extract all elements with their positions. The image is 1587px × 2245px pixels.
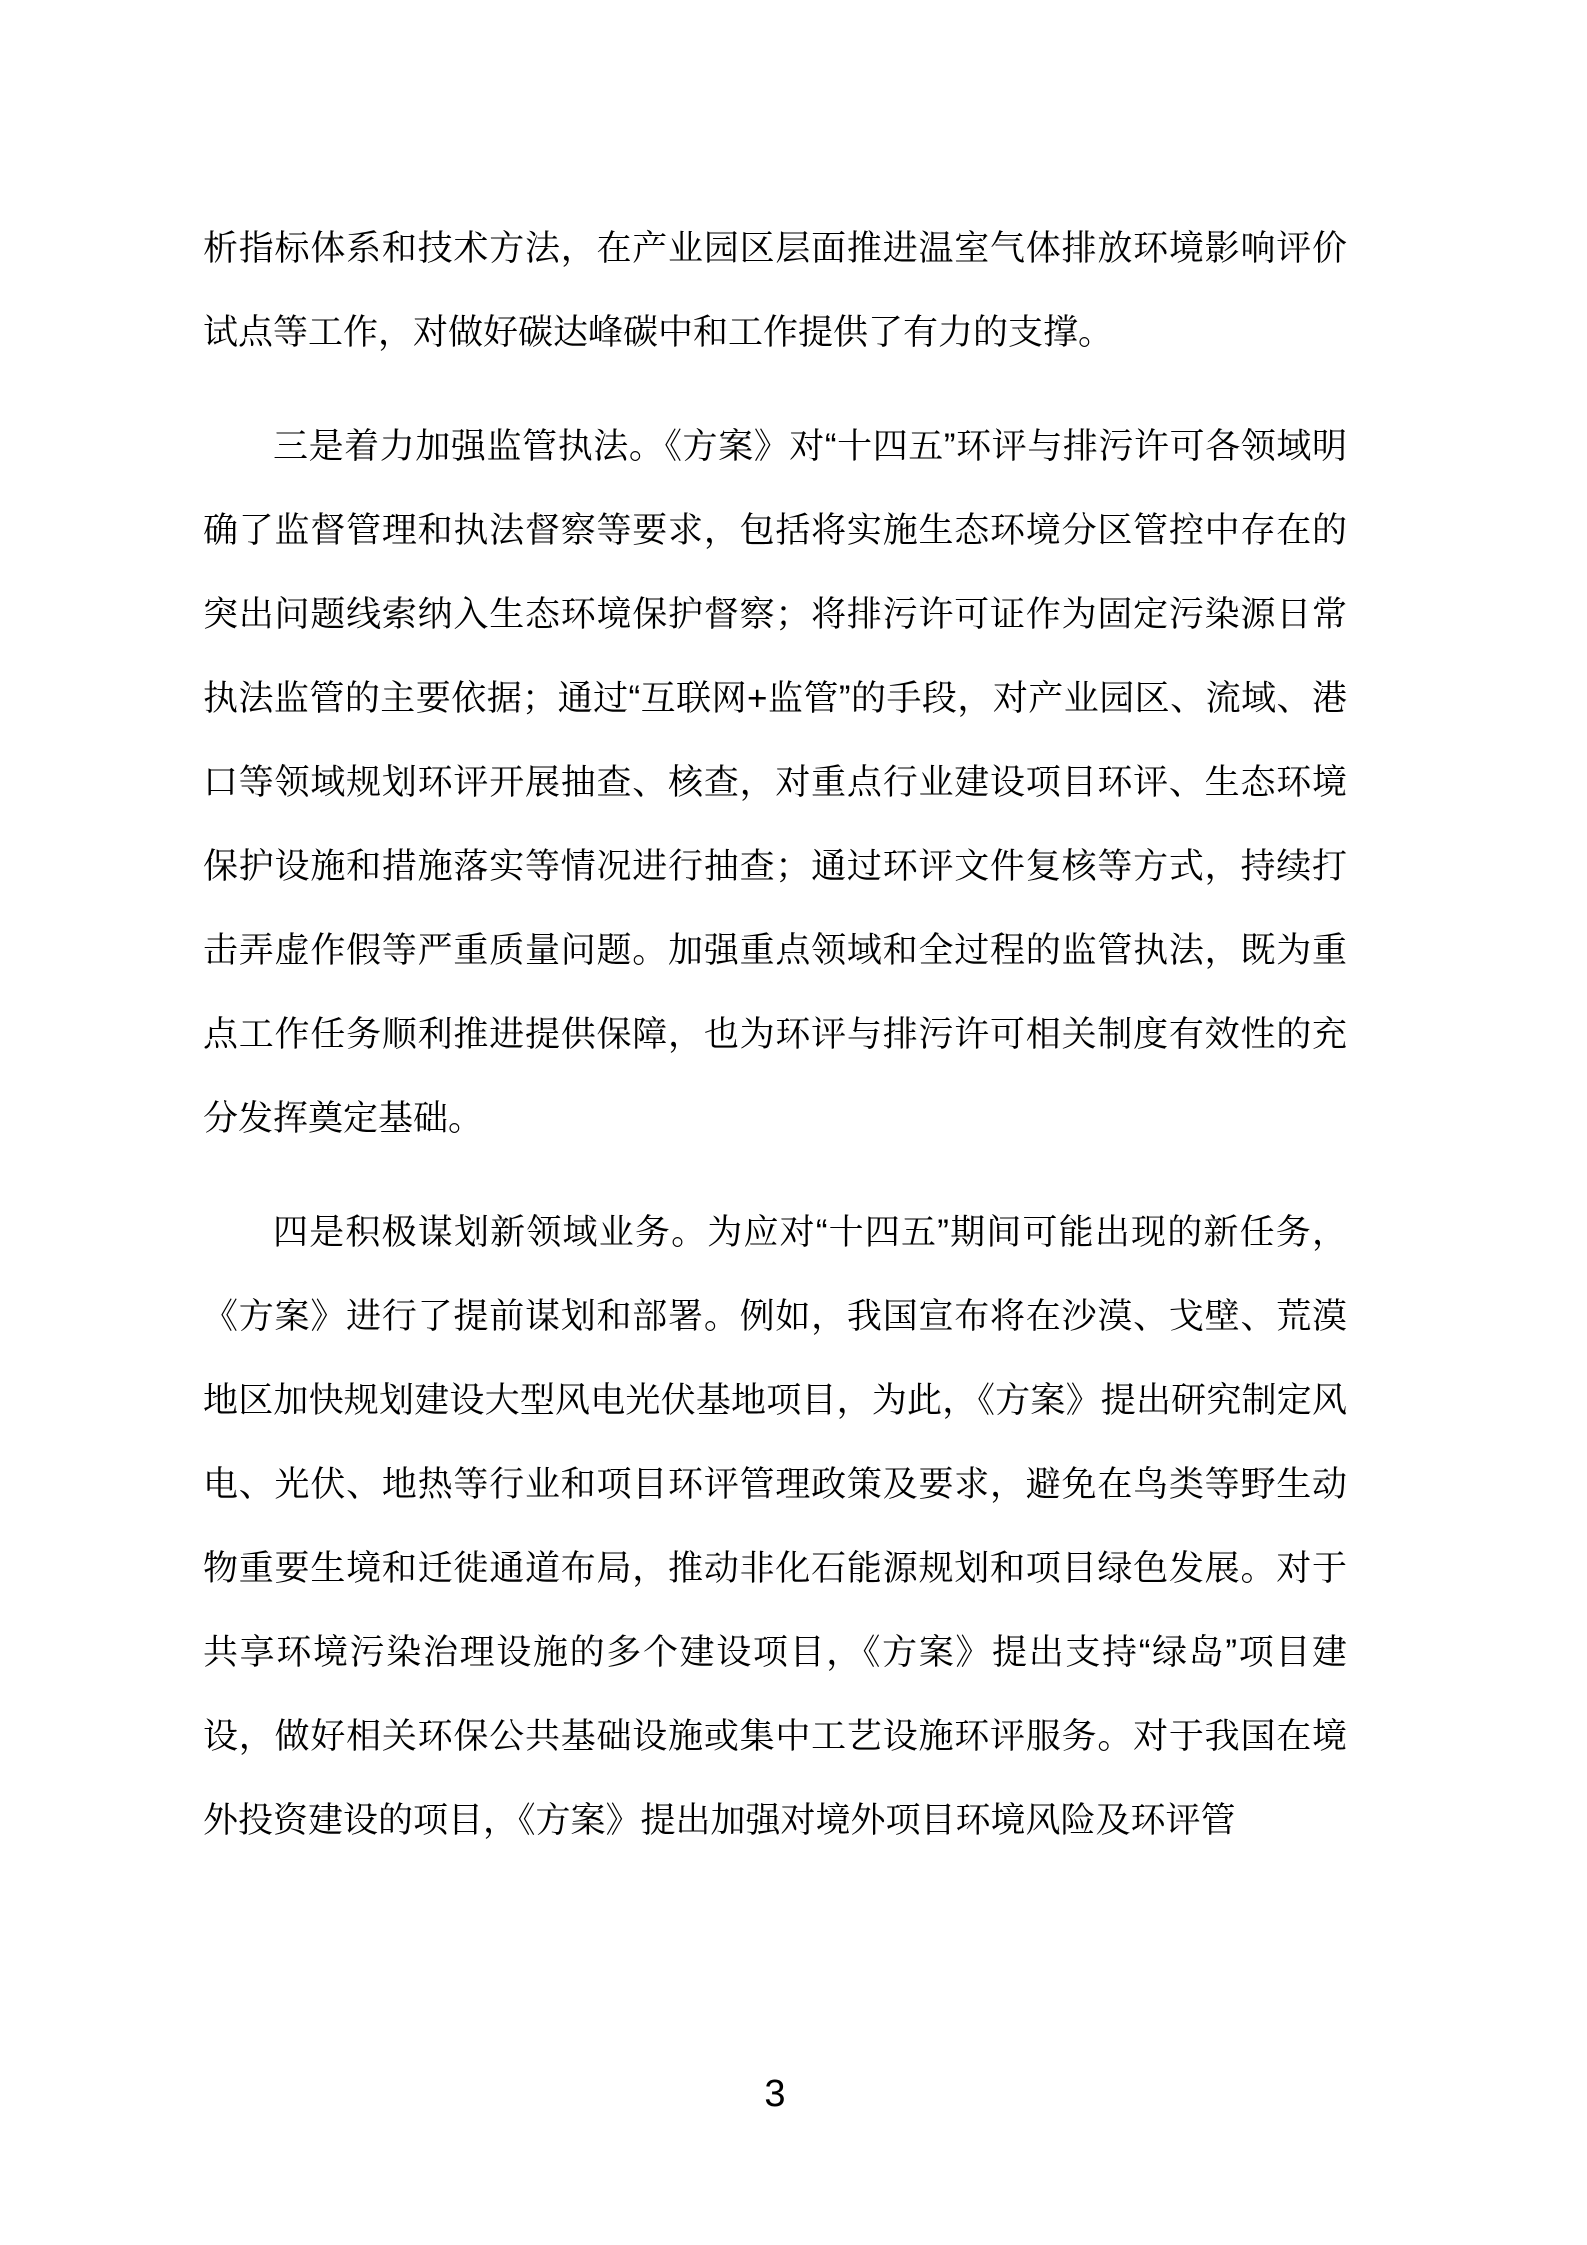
paragraph-point-four: 四是积极谋划新领域业务。为应对“十四五”期间可能出现的新任务，《方案》进行了提前谋划和部署。例如，我国宣布将在沙漠、戈壁、荒漠地区加快规划建设大型风电光伏基地项目，为此，《方案》提出研究制定风电、光伏、地热等行业和项目环评管理政策及要求，避免在鸟类等野生动物重要生境和迁徙通道布局，推动非化石能源规划和项目绿色发展。对于共享环境污染治理设施的多个建设项目，《方案》提出支持“绿岛”项目建设，做好相关环保公共基础设施或集中工艺设施环评服务。对于我国在境外投资建设的项目，《方案》提出加强对境外项目环境风险及环评管	[203, 1213, 1347, 1840]
paragraph-continuation: 析指标体系和技术方法，在产业园区层面推进温室气体排放环境影响评价试点等工作，对做好碳达峰碳中和工作提供了有力的支撑。	[203, 229, 1347, 352]
paragraph-point-three: 三是着力加强监管执法。《方案》对“十四五”环评与排污许可各领域明确了监督管理和执法督察等要求，包括将实施生态环境分区管控中存在的突出问题线索纳入生态环境保护督察；将排污许可证作为固定污染源日常执法监管的主要依据；通过“互联网+监管”的手段，对产业园区、流域、港口等领域规划环评开展抽查、核查，对重点行业建设项目环评、生态环境保护设施和措施落实等情况进行抽查；通过环评文件复核等方式，持续打击弄虚作假等严重质量问题。加强重点领域和全过程的监管执法，既为重点工作任务顺利推进提供保障，也为环评与排污许可相关制度有效性的充分发挥奠定基础。	[203, 427, 1347, 1138]
page-footer	[203, 2072, 1347, 2116]
document-body	[203, 207, 1347, 1893]
page-number: 3	[764, 2073, 786, 2115]
